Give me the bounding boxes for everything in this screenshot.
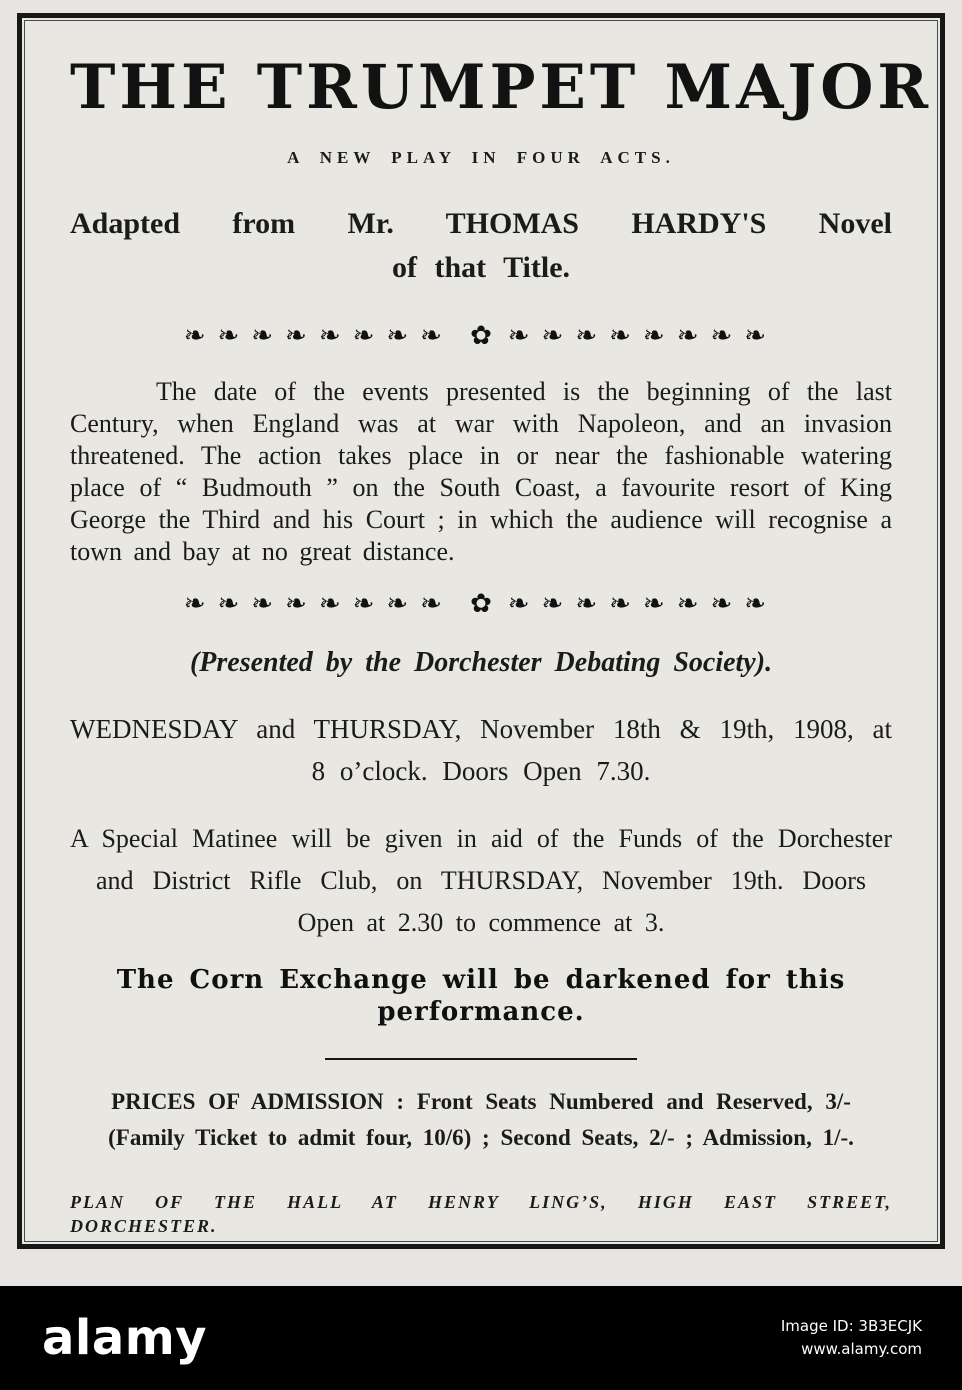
- performance-line-1: WEDNESDAY and THURSDAY, November 18th & 19th, 1908, at: [70, 714, 892, 744]
- alamy-footer-bar: [0, 1286, 962, 1390]
- leaf-row-left-icon: ❧❧❧❧❧❧❧❧: [183, 321, 455, 351]
- matinee-line-2: and District Rifle Club, on THURSDAY, November 19th. Doors: [96, 866, 866, 895]
- synopsis-paragraph: The date of the events presented is the beginning of the last Century, when England was at war with Napoleon, and an invasion threatened. The action takes place in or near the fashionable watering place of “ Budmouth ” on the South Coast, a favourite resort of King George the Third and his Court ; in which the audience will recognise a town and bay at no great distance.: [70, 377, 892, 566]
- image-id-label: Image ID: 3B3ECJK: [780, 1317, 922, 1335]
- leaf-row-left-icon: ❧❧❧❧❧❧❧❧: [183, 589, 455, 619]
- poster-subtitle: A NEW PLAY IN FOUR ACTS.: [287, 148, 675, 167]
- rosette-icon: ✿: [470, 589, 492, 619]
- alamy-website-url: www.alamy.com: [801, 1340, 922, 1358]
- adaptation-line-1: Adapted from Mr. THOMAS HARDY'S Novel: [70, 207, 892, 240]
- leaf-row-right-icon: ❧❧❧❧❧❧❧❧: [507, 321, 779, 351]
- prices-of-admission: [70, 1084, 892, 1156]
- performance-line-2: 8 o’clock. Doors Open 7.30.: [311, 756, 651, 786]
- performance-dates: [70, 708, 892, 792]
- alamy-logo: alamy: [42, 1310, 208, 1366]
- leaf-row-right-icon: ❧❧❧❧❧❧❧❧: [507, 589, 779, 619]
- image-meta: [781, 1315, 922, 1361]
- rosette-icon: ✿: [470, 321, 492, 351]
- prices-line-1: PRICES OF ADMISSION : Front Seats Numbered and Reserved, 3/-: [111, 1089, 851, 1114]
- matinee-line-1: A Special Matinee will be given in aid of the Funds of the Dorchester: [70, 824, 892, 853]
- leaf-garland-icon: [70, 320, 892, 352]
- matinee-line-3: Open at 2.30 to commence at 3.: [297, 908, 665, 937]
- darkened-hall-notice: The Corn Exchange will be darkened for this performance.: [116, 965, 846, 1027]
- poster-content: [22, 18, 940, 1244]
- prices-line-2: (Family Ticket to admit four, 10/6) ; Second Seats, 2/- ; Admission, 1/-.: [108, 1125, 854, 1150]
- leaf-garland-icon: [70, 588, 892, 620]
- poster-title: THE TRUMPET MAJOR: [70, 52, 933, 123]
- divider-rule: [325, 1058, 637, 1060]
- hall-plan-note: PLAN OF THE HALL AT HENRY LING’S, HIGH EAST STREET, DORCHESTER.: [70, 1192, 892, 1236]
- poster-frame: [17, 13, 945, 1249]
- adaptation-line-2: of that Title.: [391, 251, 571, 284]
- presented-by-line: (Presented by the Dorchester Debating Society).: [189, 647, 773, 678]
- adaptation-credit: [70, 202, 892, 290]
- matinee-announcement: [70, 818, 892, 944]
